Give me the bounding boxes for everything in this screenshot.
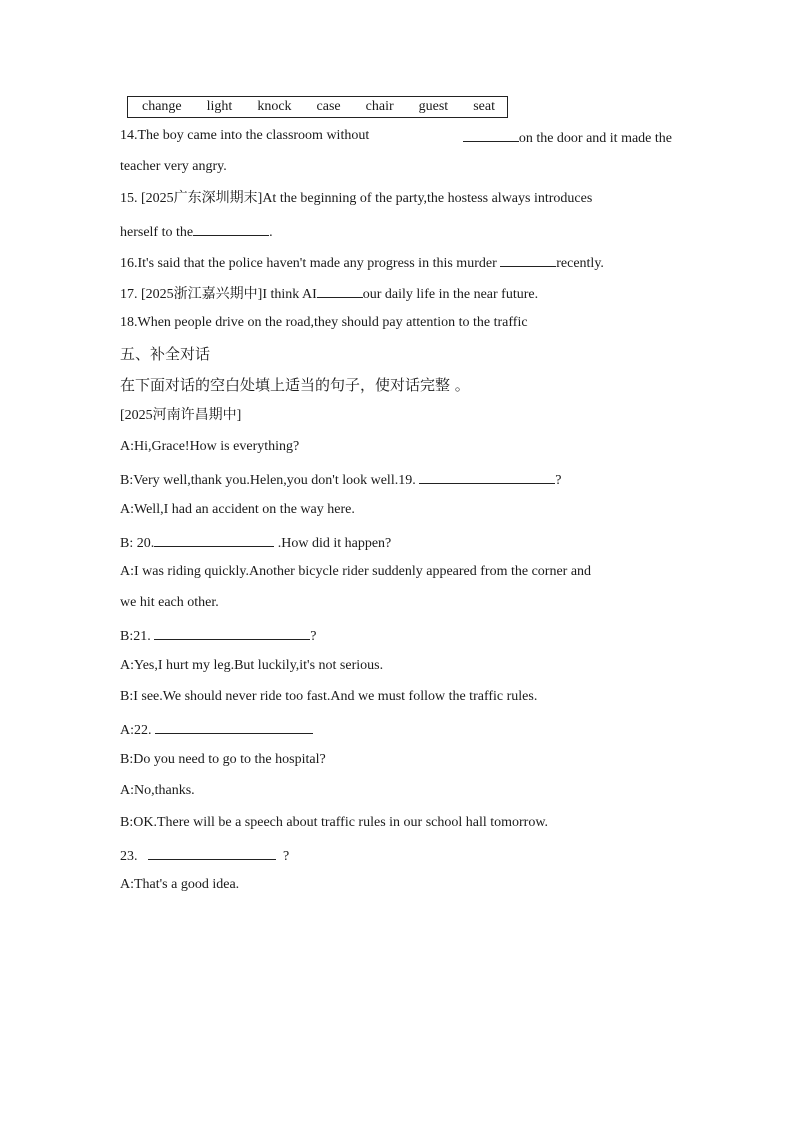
dialogue-line: we hit each other. [120, 595, 219, 610]
section-source: [2025河南许昌期中] [120, 408, 242, 423]
dialogue-text: A:22. [120, 723, 152, 738]
question-14-line-2: teacher very angry. [120, 159, 227, 174]
question-15-line-1: 15. [2025广东深圳期末]At the beginning of the party,the hostess always introduces [120, 191, 593, 206]
dialogue-text: .How did it happen? [277, 536, 392, 551]
dialogue-text: B:21. [120, 629, 151, 644]
word-bank-item: knock [257, 99, 292, 114]
dialogue-text: ? [555, 473, 562, 488]
q19-answer-blank[interactable] [419, 469, 555, 484]
dialogue-line: B:I see.We should never ride too fast.And we must follow the traffic rules. [120, 689, 538, 704]
dialogue-line [120, 563, 672, 581]
dialogue-line [120, 469, 561, 490]
q14-text-end: on the door and it made the [518, 131, 672, 146]
question-17 [120, 283, 538, 304]
word-bank-item: case [316, 99, 341, 114]
q15-text-end: . [269, 225, 273, 240]
q20-answer-blank[interactable] [154, 532, 274, 547]
q23-answer-blank[interactable] [148, 845, 276, 860]
dialogue-line: A:That's a good idea. [120, 877, 240, 892]
q16-answer-blank[interactable] [500, 252, 556, 267]
dialogue-text: 23. [120, 849, 138, 864]
q17-text-end: our daily life in the near future. [362, 287, 539, 302]
dialogue-line [120, 719, 313, 740]
dialogue-line: A:No,thanks. [120, 783, 195, 798]
word-bank [127, 96, 508, 118]
word-bank-item: light [206, 99, 233, 114]
dialogue-line [120, 845, 289, 866]
dialogue-text: ? [310, 629, 317, 644]
dialogue-line: A:Hi,Grace!How is everything? [120, 439, 300, 454]
q14-text-start: 14.The boy came into the classroom without [120, 128, 370, 143]
q17-text-start: 17. [2025浙江嘉兴期中]I think AI [120, 287, 317, 302]
section-instruction: 在下面对话的空白处填上适当的句子，使对话完整 。 [120, 376, 470, 394]
q16-text-start: 16.It's said that the police haven't made any progress in this murder [120, 256, 497, 271]
question-15-line-2 [120, 221, 273, 242]
dialogue-line [120, 532, 391, 553]
word-bank-item: chair [365, 99, 394, 114]
dialogue-line [120, 625, 316, 646]
dialogue-line: A:Well,I had an accident on the way here. [120, 502, 355, 517]
q16-text-end: recently. [556, 256, 604, 271]
dialogue-text: A:I was riding quickly.Another bicycle rider suddenly appeared from the corner and [120, 564, 592, 579]
word-bank-item: change [142, 99, 182, 114]
dialogue-text: B:Very well,thank you.Helen,you don't look well.19. [120, 473, 416, 488]
section-heading: 五、补全对话 [120, 345, 211, 363]
dialogue-line: B:Do you need to go to the hospital? [120, 752, 326, 767]
q15-answer-blank[interactable] [193, 221, 269, 236]
dialogue-text: ? [283, 849, 290, 864]
question-18: 18.When people drive on the road,they should pay attention to the traffic [120, 315, 528, 330]
word-bank-item: guest [418, 99, 449, 114]
q15-text-start: herself to the [120, 225, 194, 240]
question-14-line-1 [120, 127, 672, 148]
q21-answer-blank[interactable] [154, 625, 310, 640]
q22-answer-blank[interactable] [155, 719, 313, 734]
q17-answer-blank[interactable] [317, 283, 363, 298]
q14-answer-blank[interactable] [463, 127, 519, 142]
dialogue-text: B: 20. [120, 536, 155, 551]
dialogue-line: B:OK.There will be a speech about traffic rules in our school hall tomorrow. [120, 815, 549, 830]
question-16 [120, 252, 604, 273]
dialogue-line: A:Yes,I hurt my leg.But luckily,it's not serious. [120, 658, 384, 673]
word-bank-item: seat [473, 99, 495, 114]
